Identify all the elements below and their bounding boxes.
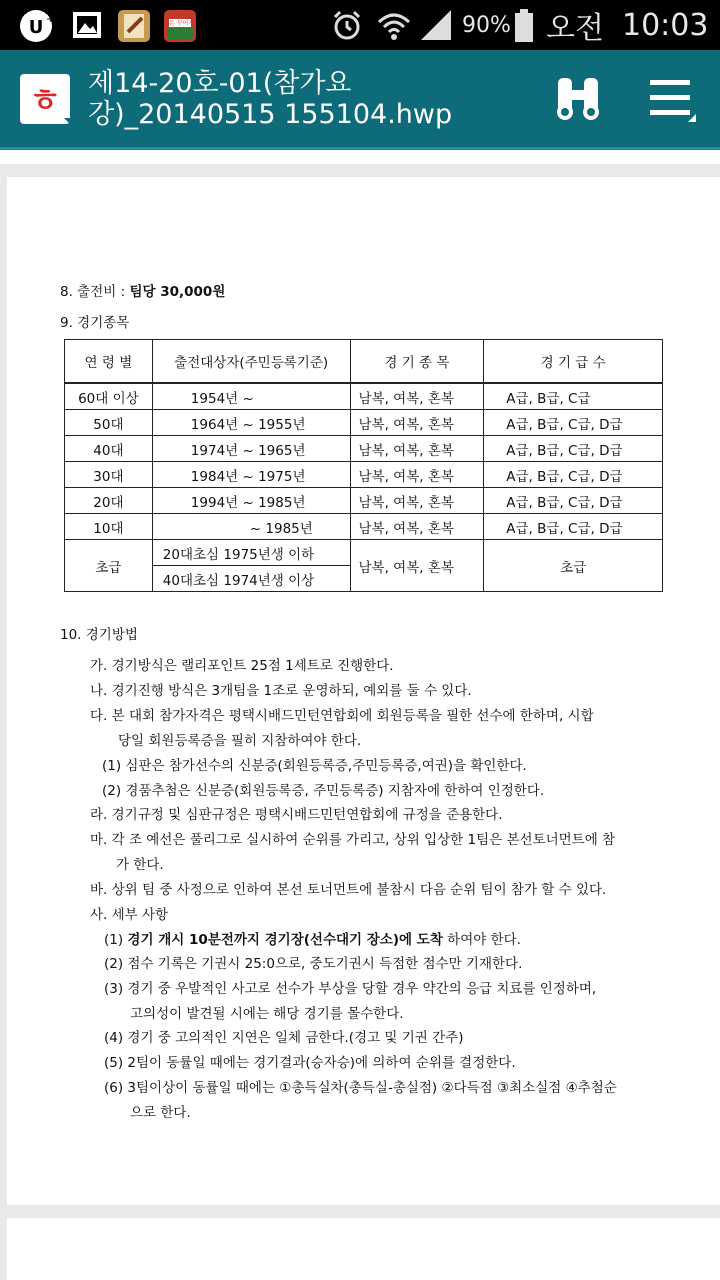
events-cell: 남복, 여복, 혼복 (350, 383, 484, 410)
table-row (65, 514, 663, 540)
target-cell: 20대초심 1975년생 이하 (152, 540, 350, 566)
age-cell: 초급 (65, 540, 153, 592)
grades-cell: A급, B급, C급, D급 (484, 436, 663, 462)
grades-cell: 초급 (484, 540, 663, 592)
detail-5: (5) 2팀이 동률일 때에는 경기결과(승자승)에 의하여 순위를 결정한다. (104, 1055, 516, 1071)
events-cell: 남복, 여복, 혼복 (350, 462, 484, 488)
target-cell: 1954년 ~ (152, 383, 350, 410)
target-cell: 1994년 ~ 1985년 (152, 488, 350, 514)
events-cell: 남복, 여복, 혼복 (350, 488, 484, 514)
gallery-icon (70, 8, 106, 44)
events-cell: 남복, 여복, 혼복 (350, 436, 484, 462)
age-cell: 20대 (65, 488, 153, 514)
age-cell: 60대 이상 (65, 383, 153, 410)
notebook-app-icon (116, 8, 152, 44)
table-header-cell: 출전대상자(주민등록기준) (152, 340, 350, 384)
target-cell: ~ 1985년 (152, 514, 350, 540)
clause-na: 나. 경기진행 방식은 3개팀을 1조로 운영하되, 예외를 둘 수 있다. (90, 683, 472, 699)
table-header-row (65, 340, 663, 384)
battery-icon (512, 8, 548, 44)
target-cell: 1974년 ~ 1965년 (152, 436, 350, 462)
detail-3-line1: (3) 경기 중 우발적인 사고로 선수가 부상을 당할 경우 약간의 응급 치료를 인정하며, (104, 981, 597, 997)
events-cell: 남복, 여복, 혼복 (350, 410, 484, 436)
item-8-value: 팀당 30,000원 (129, 284, 226, 300)
wifi-icon (376, 8, 412, 44)
next-page-top (7, 1218, 720, 1280)
detail-1-num: (1) (104, 932, 128, 948)
target-cell: 1964년 ~ 1955년 (152, 410, 350, 436)
target-cell: 1984년 ~ 1975년 (152, 462, 350, 488)
table-row (65, 436, 663, 462)
clause-da-sub2: (2) 경품추첨은 신분증(회원등록증, 주민등록증) 지참자에 한하여 인정한다. (102, 783, 545, 799)
clause-ma-line2: 가 한다. (116, 857, 164, 873)
item-8 (60, 280, 225, 300)
item-10: 10. 경기방법 (60, 627, 138, 643)
events-cell: 남복, 여복, 혼복 (350, 540, 484, 592)
clause-da-line2: 당일 회원등록증을 필히 지참하여야 한다. (118, 733, 362, 749)
age-cell: 50대 (65, 410, 153, 436)
events-cell: 남복, 여복, 혼복 (350, 514, 484, 540)
age-cell: 40대 (65, 436, 153, 462)
money-app-badge: 돈 꾸어기 (169, 20, 195, 27)
detail-6-line2: 으로 한다. (130, 1105, 191, 1121)
detail-3-line2: 고의성이 발견될 시에는 해당 경기를 몰수한다. (130, 1006, 404, 1022)
table-header-cell: 경 기 급 수 (484, 340, 663, 384)
grades-cell: A급, B급, C급 (484, 383, 663, 410)
age-cell: 30대 (65, 462, 153, 488)
events-table (64, 339, 663, 592)
status-bar (0, 0, 720, 50)
table-header-cell: 연 령 별 (65, 340, 153, 384)
menu-icon[interactable] (644, 72, 700, 128)
clause-da-sub1: (1) 심판은 참가선수의 신분증(회원등록증,주민등록증,여권)을 확인한다. (102, 758, 527, 774)
detail-1 (104, 928, 521, 948)
clause-ga: 가. 경기방식은 랠리포인트 25점 1세트로 진행한다. (90, 658, 394, 674)
find-binoculars-icon[interactable] (550, 72, 606, 128)
detail-2: (2) 점수 기록은 기권시 25:0으로, 중도기권시 득점한 점수만 기재한다. (104, 956, 523, 972)
grades-cell: A급, B급, C급, D급 (484, 410, 663, 436)
svg-text:ㅎ: ㅎ (29, 81, 61, 119)
signal-icon (418, 8, 454, 44)
target-cell: 40대초심 1974년생 이상 (152, 566, 350, 592)
clause-ma-line1: 마. 각 조 예선은 풀리그로 실시하여 순위를 가리고, 상위 입상한 1팀은 본선토너먼트에 참 (90, 832, 616, 848)
alarm-icon (330, 8, 366, 44)
item-9: 9. 경기종목 (60, 315, 130, 331)
clause-sa: 사. 세부 사항 (90, 907, 169, 923)
clause-ra: 라. 경기규정 및 심판규정은 평택시배드민턴연합회에 규정을 준용한다. (90, 807, 503, 823)
table-row (65, 462, 663, 488)
table-row (65, 410, 663, 436)
clock-time: 10:03 (622, 7, 709, 43)
document-title: 제14-20호-01(참가요강)_20140515 155104.hwp (88, 68, 453, 130)
grades-cell: A급, B급, C급, D급 (484, 514, 663, 540)
age-cell: 10대 (65, 514, 153, 540)
detail-4: (4) 경기 중 고의적인 지연은 일체 금한다.(경고 및 기권 간주) (104, 1030, 464, 1046)
clock-ampm: 오전 (546, 11, 604, 46)
table-row (65, 540, 663, 566)
app-bar (0, 50, 720, 150)
table-row (65, 383, 663, 410)
grades-cell: A급, B급, C급, D급 (484, 462, 663, 488)
detail-1-bold: 경기 개시 10분전까지 경기장(선수대기 장소)에 도착 (127, 932, 443, 948)
hancom-viewer-logo-icon[interactable] (20, 74, 70, 124)
table-row (65, 488, 663, 514)
clause-da-line1: 다. 본 대회 참가자격은 평택시배드민턴연합회에 회원등록을 필한 선수에 한하며, 시합 (90, 708, 594, 724)
detail-6-line1: (6) 3팀이상이 동률일 때에는 ①총득실차(총득실-총실점) ②다득점 ③최소실점 ④추첨순 (104, 1080, 617, 1096)
detail-1-rest: 하여야 한다. (442, 932, 521, 948)
battery-percent: 90% (462, 12, 511, 38)
item-8-label: 8. 출전비 : (60, 284, 130, 300)
previous-page-bottom (0, 150, 720, 164)
table-header-cell: 경 기 종 목 (350, 340, 484, 384)
grades-cell: A급, B급, C급, D급 (484, 488, 663, 514)
uplus-icon (18, 8, 54, 44)
svg-text:U: U (28, 17, 44, 38)
money-app-icon (162, 8, 198, 44)
svg-text:+: + (46, 14, 55, 25)
clause-ba: 바. 상위 팀 중 사정으로 인하여 본선 토너먼트에 불참시 다음 순위 팀이 참가 할 수 있다. (90, 882, 607, 898)
